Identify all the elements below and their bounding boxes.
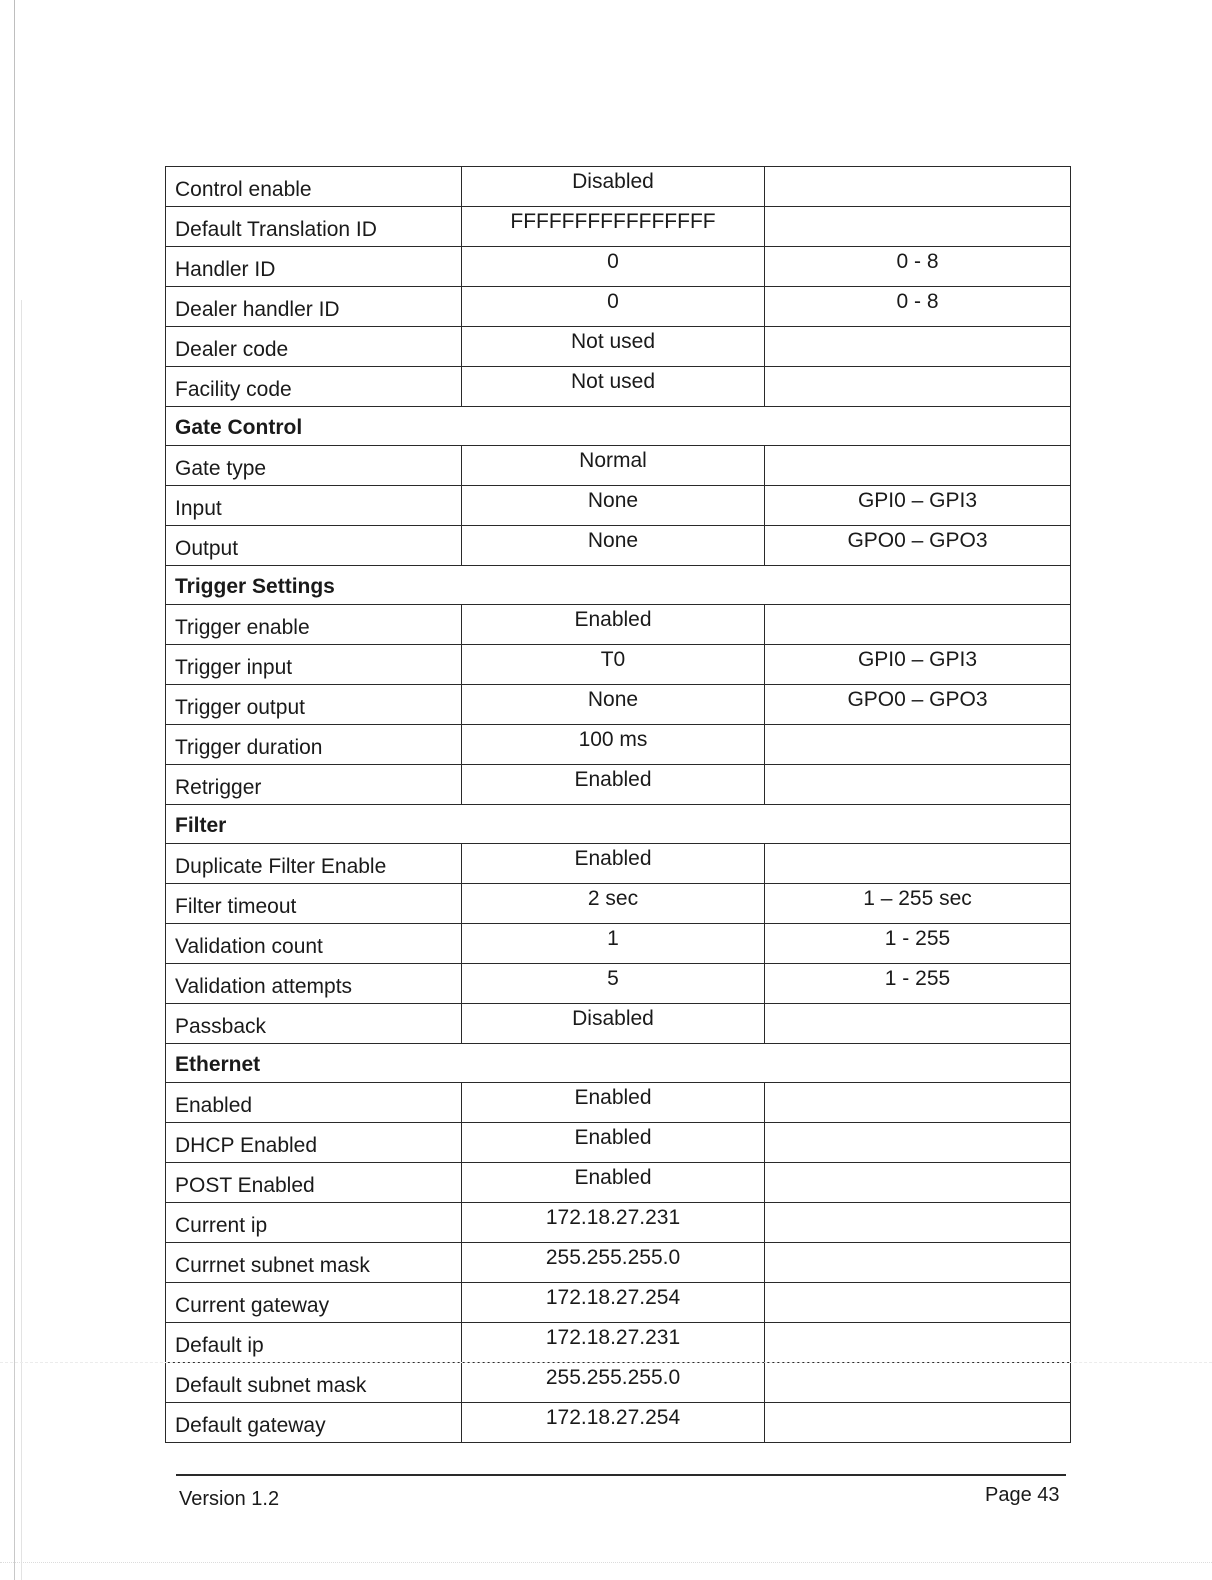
- setting-range: 1 - 255: [765, 924, 1071, 964]
- setting-name: Gate type: [166, 446, 462, 486]
- setting-value: Enabled: [462, 605, 765, 645]
- setting-name: Filter timeout: [166, 884, 462, 924]
- section-header-row: [166, 407, 1071, 446]
- table-row: [166, 247, 1071, 287]
- setting-name: Current ip: [166, 1203, 462, 1243]
- setting-name: POST Enabled: [166, 1163, 462, 1203]
- setting-range: 1 - 255: [765, 964, 1071, 1004]
- setting-range: [765, 765, 1071, 805]
- table-row: [166, 1403, 1071, 1443]
- setting-value: Not used: [462, 367, 765, 407]
- table-row: [166, 1004, 1071, 1044]
- setting-range: GPO0 – GPO3: [765, 685, 1071, 725]
- setting-value: 172.18.27.231: [462, 1323, 765, 1363]
- section-header-row: [166, 566, 1071, 605]
- setting-value: 0: [462, 247, 765, 287]
- setting-range: [765, 367, 1071, 407]
- setting-range: GPI0 – GPI3: [765, 645, 1071, 685]
- setting-value: None: [462, 685, 765, 725]
- setting-name: DHCP Enabled: [166, 1123, 462, 1163]
- setting-value: 255.255.255.0: [462, 1243, 765, 1283]
- table-row: [166, 287, 1071, 327]
- setting-name: Trigger enable: [166, 605, 462, 645]
- setting-name: Dealer code: [166, 327, 462, 367]
- setting-range: [765, 725, 1071, 765]
- setting-name: Validation count: [166, 924, 462, 964]
- setting-value: 100 ms: [462, 725, 765, 765]
- table-row: [166, 367, 1071, 407]
- setting-range: 1 – 255 sec: [765, 884, 1071, 924]
- setting-range: GPO0 – GPO3: [765, 526, 1071, 566]
- table-row: [166, 765, 1071, 805]
- table-row: [166, 1283, 1071, 1323]
- section-title: Gate Control: [166, 407, 1071, 446]
- setting-value: 2 sec: [462, 884, 765, 924]
- setting-value: 1: [462, 924, 765, 964]
- setting-value: 172.18.27.231: [462, 1203, 765, 1243]
- setting-range: GPI0 – GPI3: [765, 486, 1071, 526]
- settings-table-body: [166, 167, 1071, 1443]
- setting-name: Input: [166, 486, 462, 526]
- table-row: [166, 486, 1071, 526]
- setting-name: Output: [166, 526, 462, 566]
- table-row: [166, 1083, 1071, 1123]
- setting-range: 0 - 8: [765, 247, 1071, 287]
- setting-range: 0 - 8: [765, 287, 1071, 327]
- setting-range: [765, 1123, 1071, 1163]
- setting-value: Disabled: [462, 167, 765, 207]
- setting-value: Enabled: [462, 1123, 765, 1163]
- table-row: [166, 1203, 1071, 1243]
- setting-range: [765, 1283, 1071, 1323]
- setting-range: [765, 327, 1071, 367]
- table-row: [166, 167, 1071, 207]
- setting-name: Default gateway: [166, 1403, 462, 1443]
- setting-name: Default subnet mask: [166, 1363, 462, 1403]
- setting-value: None: [462, 486, 765, 526]
- table-row: [166, 924, 1071, 964]
- setting-name: Facility code: [166, 367, 462, 407]
- scan-edge-mark: [14, 0, 15, 1580]
- setting-value: Not used: [462, 327, 765, 367]
- setting-range: [765, 1243, 1071, 1283]
- table-row: [166, 1163, 1071, 1203]
- table-row: [166, 327, 1071, 367]
- setting-name: Duplicate Filter Enable: [166, 844, 462, 884]
- setting-name: Default ip: [166, 1323, 462, 1363]
- setting-range: [765, 446, 1071, 486]
- setting-name: Dealer handler ID: [166, 287, 462, 327]
- setting-range: [765, 167, 1071, 207]
- section-title: Ethernet: [166, 1044, 1071, 1083]
- scan-edge-mark-faint: [21, 300, 22, 1580]
- setting-name: Trigger output: [166, 685, 462, 725]
- setting-range: [765, 1004, 1071, 1044]
- setting-value: 255.255.255.0: [462, 1363, 765, 1403]
- setting-name: Passback: [166, 1004, 462, 1044]
- setting-value: FFFFFFFFFFFFFFFF: [462, 207, 765, 247]
- setting-name: Trigger input: [166, 645, 462, 685]
- setting-name: Handler ID: [166, 247, 462, 287]
- setting-range: [765, 844, 1071, 884]
- setting-value: T0: [462, 645, 765, 685]
- setting-name: Enabled: [166, 1083, 462, 1123]
- setting-range: [765, 1323, 1071, 1363]
- setting-range: [765, 1363, 1071, 1403]
- table-row: [166, 526, 1071, 566]
- table-row: [166, 1363, 1071, 1403]
- table-row: [166, 884, 1071, 924]
- setting-value: 172.18.27.254: [462, 1403, 765, 1443]
- table-row: [166, 446, 1071, 486]
- setting-range: [765, 1163, 1071, 1203]
- setting-value: Enabled: [462, 844, 765, 884]
- table-row: [166, 725, 1071, 765]
- setting-value: Enabled: [462, 1163, 765, 1203]
- setting-value: Enabled: [462, 765, 765, 805]
- setting-name: Retrigger: [166, 765, 462, 805]
- setting-value: Normal: [462, 446, 765, 486]
- setting-value: Enabled: [462, 1083, 765, 1123]
- section-header-row: [166, 1044, 1071, 1083]
- setting-value: 0: [462, 287, 765, 327]
- table-row: [166, 1123, 1071, 1163]
- setting-name: Current gateway: [166, 1283, 462, 1323]
- setting-name: Trigger duration: [166, 725, 462, 765]
- setting-value: 172.18.27.254: [462, 1283, 765, 1323]
- scan-artifact-line: [0, 1362, 1212, 1363]
- setting-range: [765, 207, 1071, 247]
- table-row: [166, 964, 1071, 1004]
- table-row: [166, 605, 1071, 645]
- setting-name: Validation attempts: [166, 964, 462, 1004]
- scan-artifact-line-bottom: [0, 1562, 1212, 1563]
- footer-page-number: Page 43: [985, 1484, 1060, 1506]
- setting-value: None: [462, 526, 765, 566]
- table-row: [166, 1243, 1071, 1283]
- table-row: [166, 207, 1071, 247]
- settings-table: [165, 166, 1071, 1443]
- table-row: [166, 1323, 1071, 1363]
- setting-value: Disabled: [462, 1004, 765, 1044]
- section-header-row: [166, 805, 1071, 844]
- table-row: [166, 685, 1071, 725]
- table-row: [166, 645, 1071, 685]
- section-title: Trigger Settings: [166, 566, 1071, 605]
- setting-range: [765, 1403, 1071, 1443]
- table-row: [166, 844, 1071, 884]
- section-title: Filter: [166, 805, 1071, 844]
- setting-range: [765, 1203, 1071, 1243]
- setting-range: [765, 1083, 1071, 1123]
- setting-name: Currnet subnet mask: [166, 1243, 462, 1283]
- footer-divider: [176, 1474, 1066, 1476]
- setting-value: 5: [462, 964, 765, 1004]
- footer-version: Version 1.2: [179, 1488, 280, 1510]
- setting-name: Control enable: [166, 167, 462, 207]
- setting-name: Default Translation ID: [166, 207, 462, 247]
- setting-range: [765, 605, 1071, 645]
